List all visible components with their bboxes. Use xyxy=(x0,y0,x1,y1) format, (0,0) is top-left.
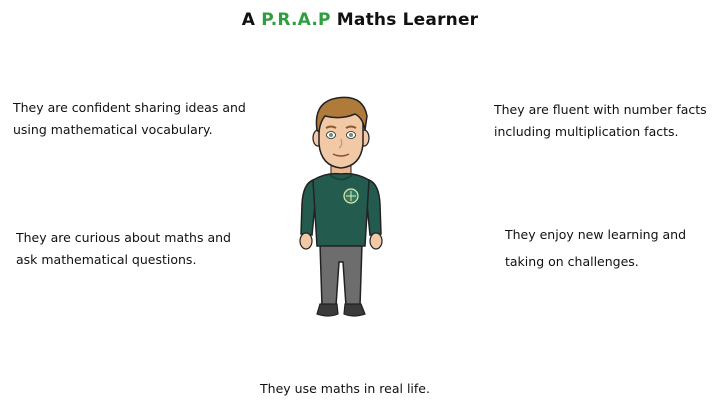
title-prefix: A xyxy=(241,10,262,30)
avatar-right-shoe xyxy=(344,304,365,316)
trait-curious-line2: ask mathematical questions. xyxy=(16,252,197,267)
avatar-left-shoe xyxy=(317,304,338,316)
trait-fluent-line2: including multiplication facts. xyxy=(494,124,679,139)
avatar-left-hand xyxy=(300,233,312,249)
learner-avatar-icon xyxy=(293,94,389,326)
trait-enjoy-line1: They enjoy new learning and xyxy=(505,227,687,242)
trait-enjoy-line2: taking on challenges. xyxy=(505,254,639,269)
trait-real-life: They use maths in real life. xyxy=(260,381,430,396)
trait-confident-line1: They are confident sharing ideas and xyxy=(13,100,246,115)
page-title xyxy=(0,10,720,30)
avatar-right-hand xyxy=(370,233,382,249)
avatar-trousers xyxy=(320,244,362,306)
trait-curious xyxy=(16,227,231,271)
trait-confident-line2: using mathematical vocabulary. xyxy=(13,122,213,137)
trait-fluent-line1: They are fluent with number facts xyxy=(494,102,707,117)
title-accent: P.R.A.P xyxy=(261,10,331,30)
avatar-jumper xyxy=(313,174,369,246)
trait-confident xyxy=(13,97,246,141)
trait-fluent xyxy=(494,99,707,143)
trait-curious-line1: They are curious about maths and xyxy=(16,230,231,245)
title-suffix: Maths Learner xyxy=(330,10,479,30)
trait-enjoy xyxy=(505,221,686,275)
